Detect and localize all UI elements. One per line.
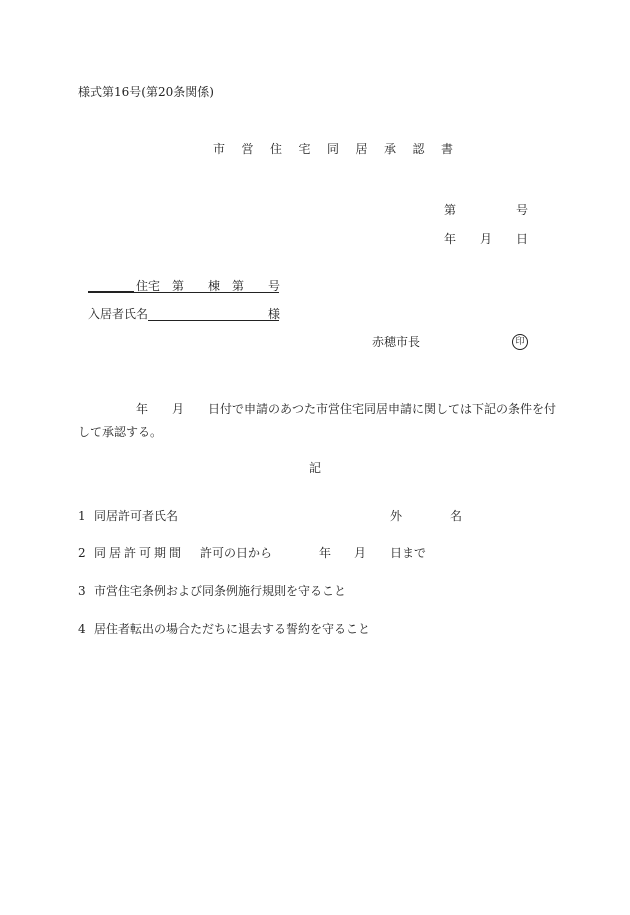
- period-year: 年: [319, 546, 332, 560]
- item-number: 3: [78, 584, 86, 598]
- issue-date-month: 月: [480, 232, 493, 246]
- item-number: 2: [78, 546, 86, 560]
- body-year: 年: [136, 402, 149, 416]
- period-month: 月: [354, 546, 367, 560]
- building-prefix: 第: [172, 279, 185, 293]
- issue-date-year: 年: [444, 232, 457, 246]
- doc-number-suffix: 号: [516, 203, 529, 217]
- housing-label: 住宅: [136, 279, 161, 293]
- item-label: 同居許可期間: [94, 546, 185, 560]
- seal-icon: 印: [512, 334, 528, 350]
- resident-name-label: 入居者氏名: [88, 307, 149, 321]
- body-line2: して承認する。: [78, 425, 163, 439]
- form-number: 様式第16号(第20条関係): [78, 85, 214, 99]
- room-label: 号: [268, 279, 281, 293]
- housing-name-blank: [88, 279, 134, 296]
- item-people: 名: [450, 509, 463, 523]
- item-text: 居住者転出の場合ただちに退去する誓約を守ること: [94, 622, 371, 636]
- address-underline: [88, 292, 279, 293]
- doc-number-prefix: 第: [444, 203, 457, 217]
- ki-heading: 記: [309, 461, 322, 475]
- resident-honorific: 様: [268, 307, 281, 321]
- item-number: 4: [78, 622, 86, 636]
- body-month: 月: [172, 402, 185, 416]
- item-text: 市営住宅条例および同条例施行規則を守ること: [94, 584, 347, 598]
- item-outside: 外: [390, 509, 403, 523]
- issuer-name: 赤穂市長: [372, 335, 421, 349]
- period-until: 日まで: [390, 546, 427, 560]
- room-prefix: 第: [232, 279, 245, 293]
- item-number: 1: [78, 509, 86, 523]
- period-from: 許可の日から: [200, 546, 273, 560]
- body-line1: 日付で申請のあつた市営住宅同居申請に関しては下記の条件を付: [208, 402, 557, 416]
- resident-name-underline: [148, 320, 279, 321]
- issue-date-day: 日: [516, 232, 529, 246]
- document-title: 市営住宅同居承認書: [213, 142, 470, 156]
- item-label: 同居許可者氏名: [94, 509, 179, 523]
- building-label: 棟: [208, 279, 221, 293]
